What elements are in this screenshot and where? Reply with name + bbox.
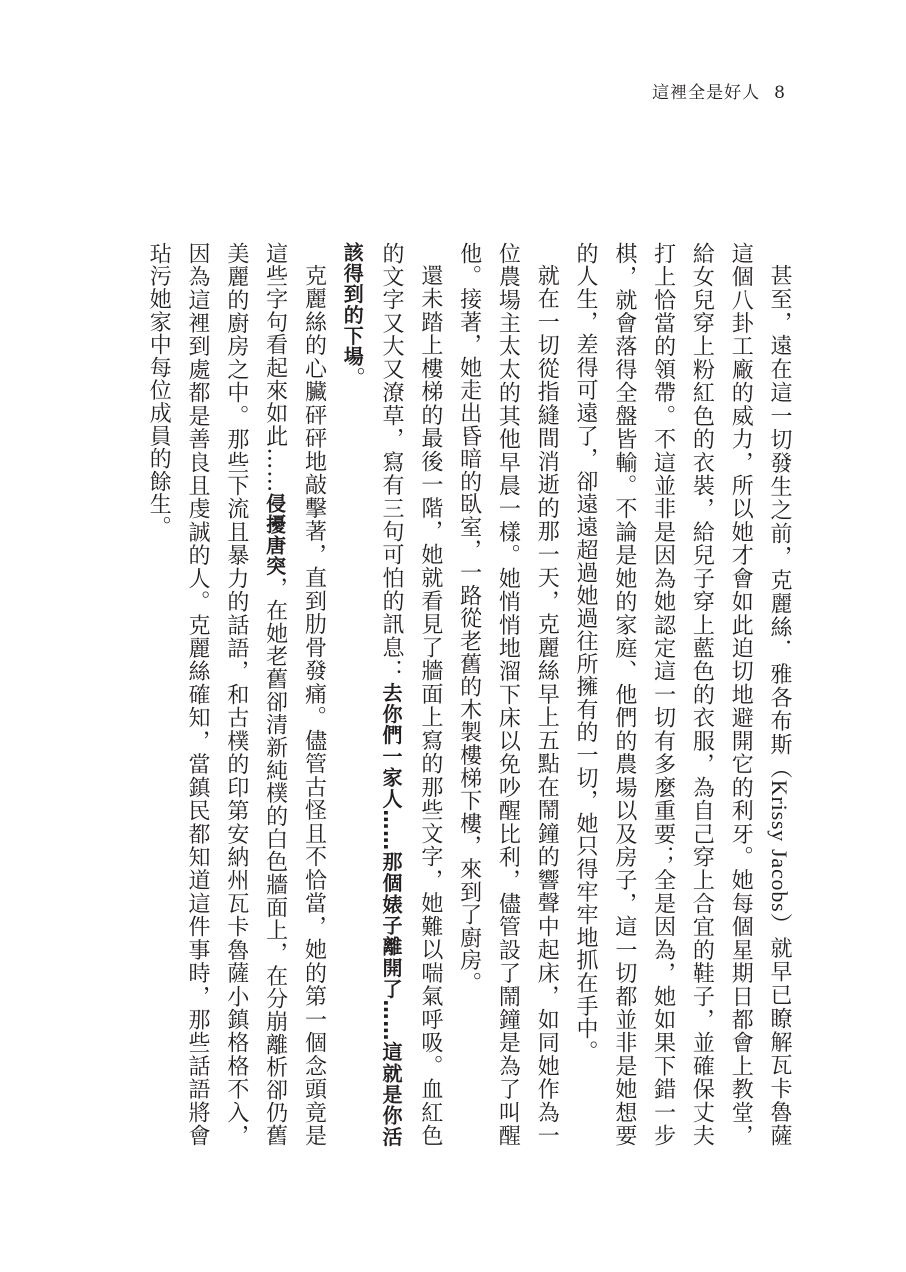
paragraph-4-text-a: 克麗絲的心臟砰砰地敲擊著，直到肋骨發痛。儘管古怪且不恰當，她的第一個念頭竟是這些字句看起來如此…… bbox=[262, 242, 327, 1147]
paragraph-2: 就在一切從指縫間消逝的那一天，克麗絲早上五點在鬧鐘的響聲中起床，如同她作為一位農場主太太的其他早晨一樣。她悄悄地溜下床以免吵醒比利，儘管設了鬧鐘是為了叫醒他。接著，她走出昏暗的臥室，一路從老舊的木製樓梯下樓，來到了廚房。 bbox=[456, 242, 560, 1147]
wall-message-emphasis: 去你們一家人……那個婊子離開了……這就是你活該得到的下場 bbox=[340, 242, 404, 1147]
paragraph-4 bbox=[138, 242, 332, 1147]
paragraph-3-text-a: 還未踏上樓梯的最後一階，她就看見了牆面上寫的那些文字，她難以喘氣呼吸。血紅色的文字又大又潦草，寫有三句可怕的訊息： bbox=[379, 242, 443, 1147]
book-title: 這裡全是好人 bbox=[652, 83, 761, 103]
body-text bbox=[138, 242, 798, 1147]
intrusive-emphasis: 侵擾唐突 bbox=[262, 493, 287, 577]
paragraph-1 bbox=[565, 242, 798, 1147]
page-number: 8 bbox=[774, 83, 786, 103]
paragraph-3-text-b: 。 bbox=[340, 366, 366, 390]
paragraph-1-text-a: 甚至，遠在這一切發生之前，克麗絲．雅各布斯（ bbox=[767, 264, 792, 780]
paragraph-4-text-b: ，在她老舊卻清新純樸的白色牆面上，在分崩離析卻仍舊美麗的廚房之中。那些下流且暴力的話語，和古樸的印第安納州瓦卡魯薩小鎮格格不入，因為這裡到處都是善良且虔誠的人。克麗絲確知，當鎮民都知道這件事時，那些話語將會玷污她家中每位成員的餘生。 bbox=[146, 242, 288, 1148]
paragraph-1-text-b: ）就早已瞭解瓦卡魯薩這個八卦工廠的威力，所以她才會如此迫切地避開它的利牙。她每個星期日都會上教堂，給女兒穿上粉紅色的衣裝，給兒子穿上藍色的衣服，為自己穿上合宜的鞋子，並確保丈夫打上恰當的領帶。不這並非是因為她認定這一切有多麼重要；全是因為，她如果下錯一步棋，就會落得全盤皆輸。不論是她的家庭、他們的農場以及房子，這一切都並非是她想要的人生，差得可遠了，卻遠遠超過她過往所擁有的一切，她只得牢牢地抓在手中。 bbox=[573, 242, 792, 1147]
paragraph-3 bbox=[332, 242, 448, 1147]
character-name-latin: Krissy Jacobs bbox=[767, 779, 792, 913]
running-header bbox=[652, 78, 786, 103]
